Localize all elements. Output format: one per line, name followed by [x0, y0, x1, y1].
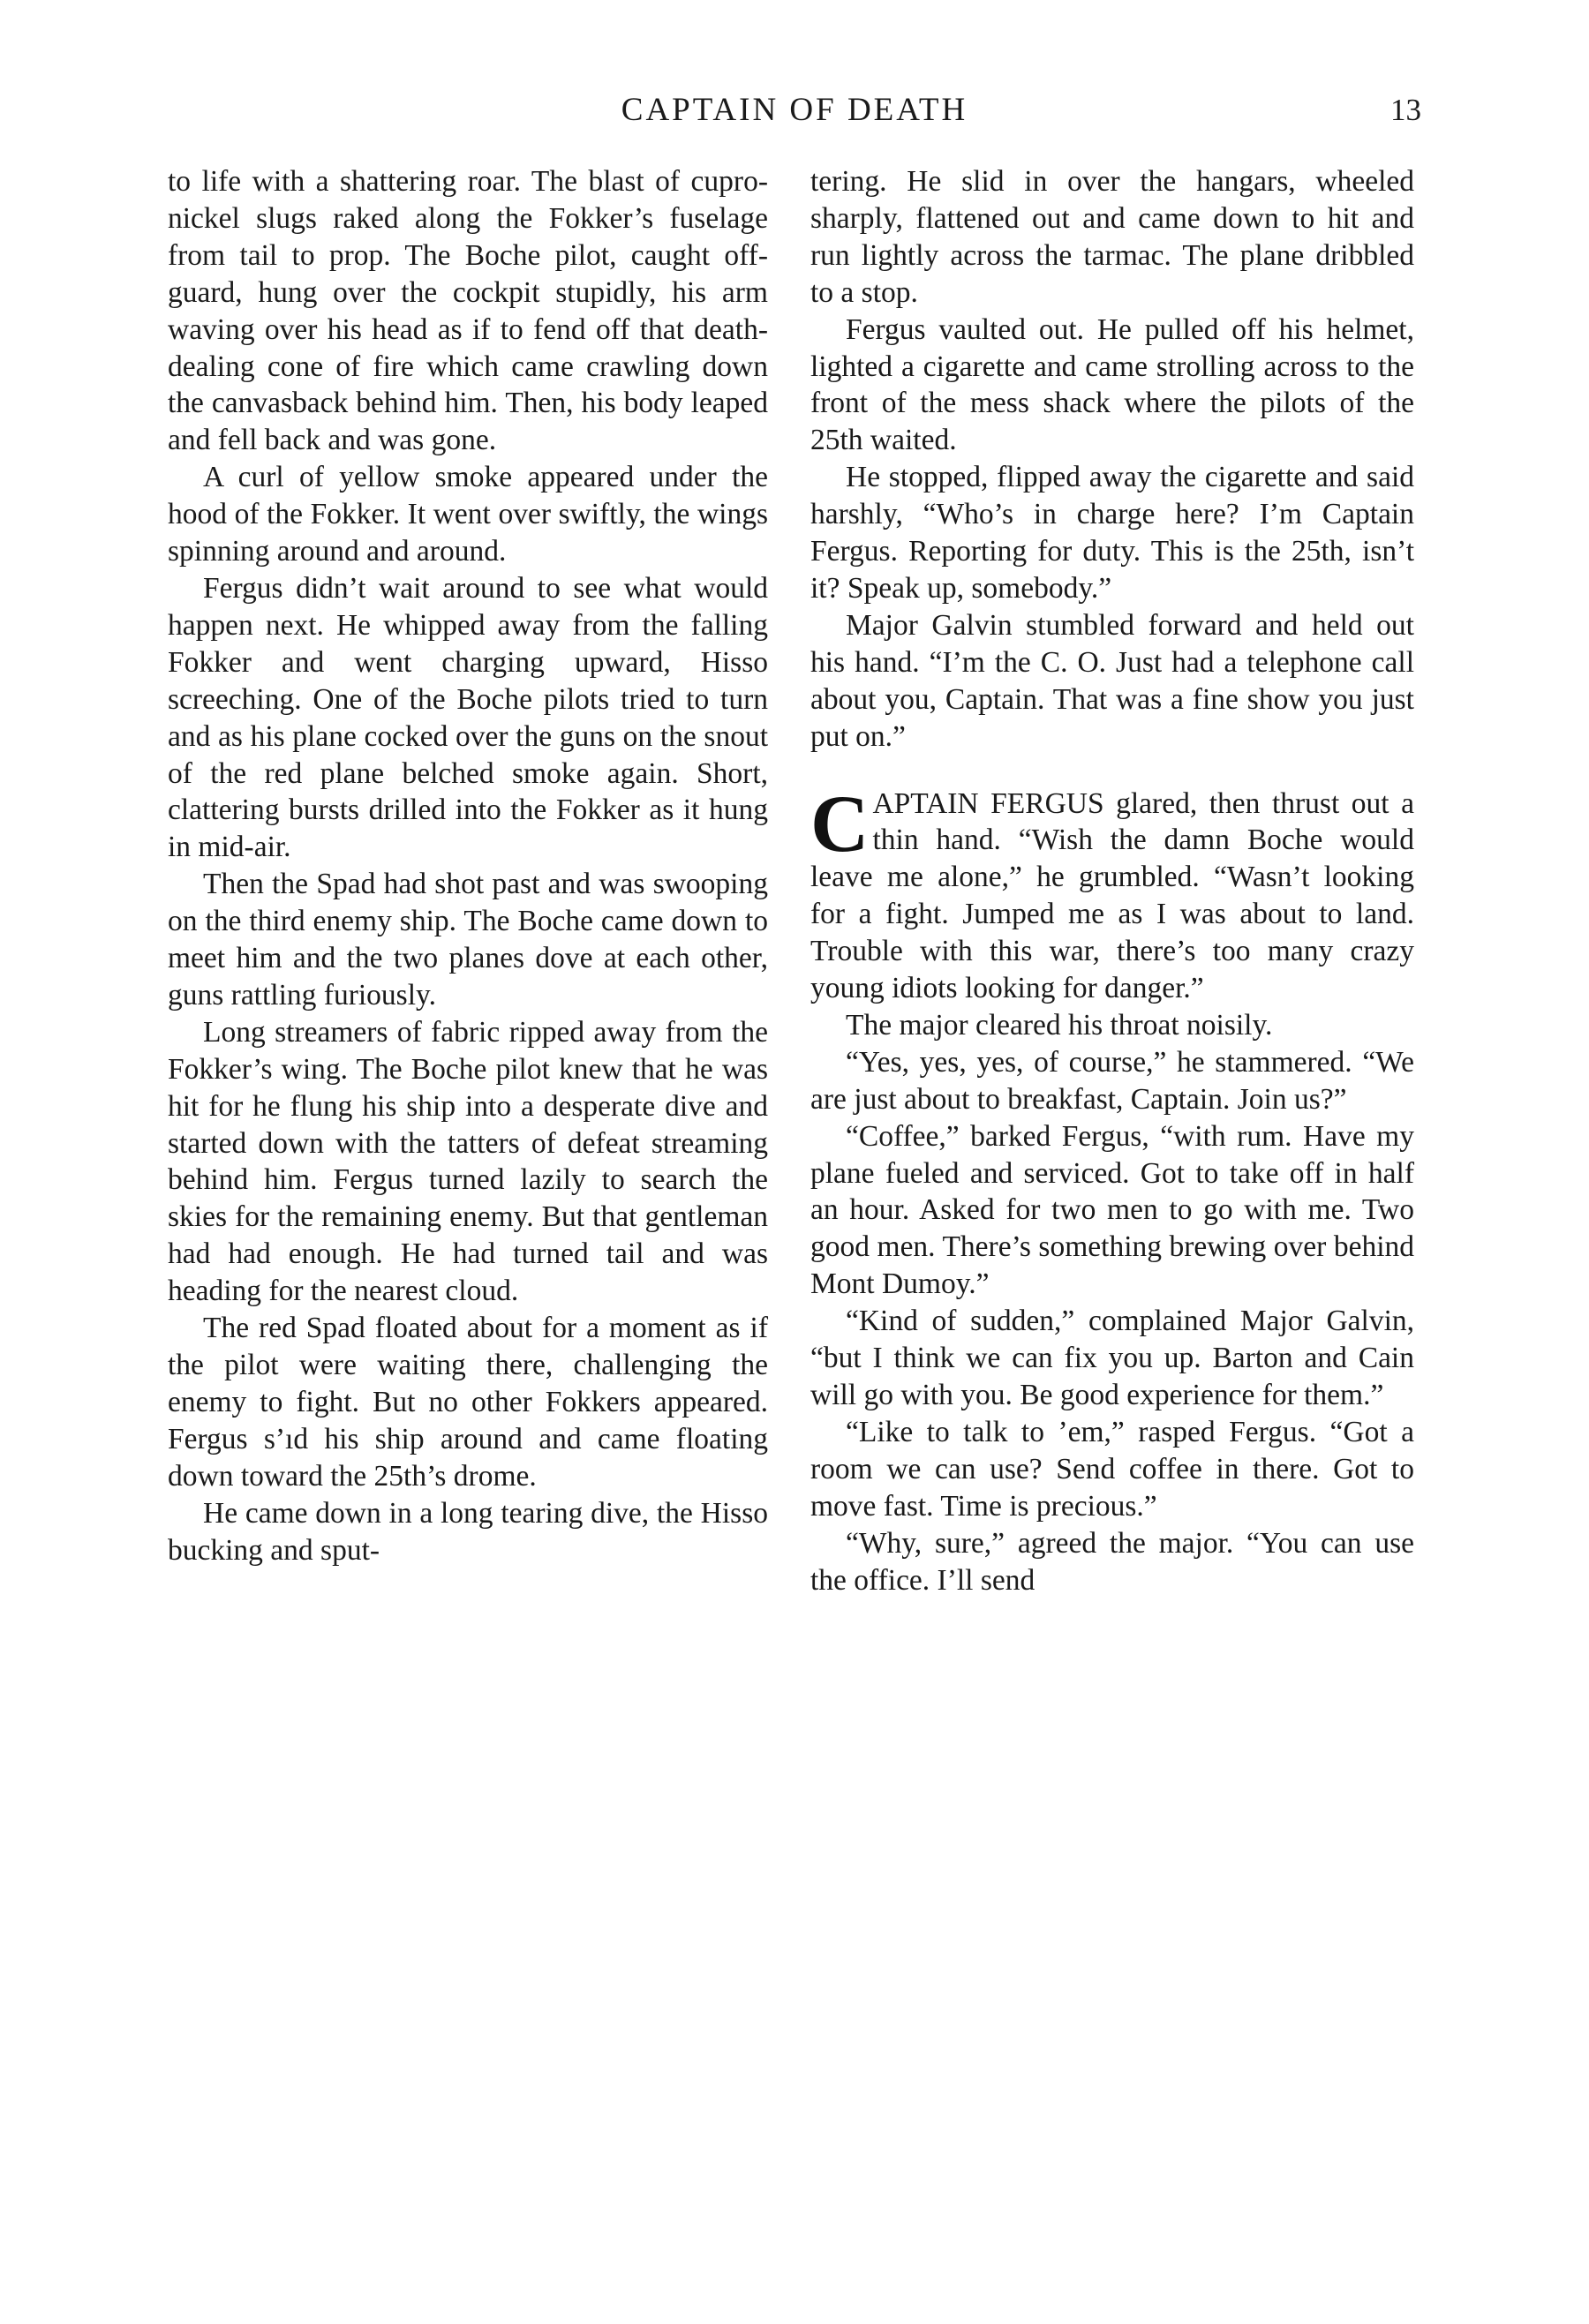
page-number: 13: [1390, 93, 1421, 127]
paragraph: “Like to talk to ’em,” rasped Fergus. “Got a room we can use? Send coffee in there. Got to move fast. Time is precious.”: [810, 1415, 1414, 1523]
paragraph: “Kind of sudden,” complained Major Galvin, “but I think we can fix you up. Barton and Cain will go with you. Be good experience for them.”: [810, 1305, 1414, 1411]
left-column: [168, 163, 768, 1568]
paragraph: to life with a shattering roar. The blast of cupro-nickel slugs raked along the Fokker’s fuselage from tail to prop. The Boche pilot, caught off-guard, hung over the cockpit stupidly, his arm waving over his head as if to fend off that death-dealing cone of fire which came crawling down the canvasback behind him. Then, his body leaped and fell back and was gone.: [168, 165, 768, 457]
section-opening-paragraph: [810, 778, 1414, 1007]
paragraph: The major cleared his throat noisily.: [846, 1008, 1273, 1042]
paragraph: Then the Spad had shot past and was swooping on the third enemy ship. The Boche came down to meet him and the two planes dove at each other, guns rattling furiously.: [168, 868, 768, 1012]
paragraph: Long streamers of fabric ripped away from the Fokker’s wing. The Boche pilot knew that he was hit for he flung his ship into a desperate dive and started down with the tatters of defeat streaming behind him. Fergus turned lazily to search the skies for the remaining enemy. But that gentleman had had enough. He had turned tail and was heading for the nearest cloud.: [168, 1015, 768, 1308]
paragraph: The red Spad floated about for a moment as if the pilot were waiting there, challenging the enemy to fight. But no other Fokkers appeared. Fergus s’ıd his ship around and came floating down toward the 25th’s drome.: [168, 1312, 768, 1493]
paragraph: He stopped, flipped away the cigarette and said harshly, “Who’s in charge here? I’m Captain Fergus. Reporting for duty. This is the 25th, isn’t it? Speak up, somebody.”: [810, 461, 1414, 605]
right-column: [810, 163, 1414, 1598]
paragraph: tering. He slid in over the hangars, wheeled sharply, flattened out and came down to hit and run lightly across the tarmac. The plane dribbled to a stop.: [810, 165, 1414, 309]
paragraph: A curl of yellow smoke appeared under the hood of the Fokker. It went over swiftly, the wings spinning around and around.: [168, 461, 768, 568]
drop-cap-continuation: APTAIN FERGUS glared, then thrust out a thin hand. “Wish the damn Boche would leave me alone,” he grumbled. “Wasn’t looking for a fight. Jumped me as I was about to land. Trouble with this war, there’s too many crazy young idiots looking for danger.”: [810, 786, 1414, 1005]
running-title: CAPTAIN OF DEATH: [621, 92, 968, 128]
paragraph: “Yes, yes, yes, of course,” he stammered. “We are just about to breakfast, Captain. Join us?”: [810, 1045, 1414, 1116]
paragraph: “Why, sure,” agreed the major. “You can use the office. I’ll send: [810, 1526, 1414, 1597]
drop-cap: C: [810, 778, 870, 869]
paragraph: Fergus didn’t wait around to see what would happen next. He whipped away from the falling Fokker and went charging upward, Hisso screeching. One of the Boche pilots tried to turn and as his plane cocked over the guns on the snout of the red plane belched smoke again. Short, clattering bursts drilled into the Fokker as it hung in mid-air.: [168, 571, 768, 864]
paragraph: Fergus vaulted out. He pulled off his helmet, lighted a cigarette and came strolling across to the front of the mess shack where the pilots of the 25th waited.: [810, 312, 1414, 457]
paragraph: He came down in a long tearing dive, the Hisso bucking and sput-: [168, 1496, 768, 1567]
running-header: [168, 88, 1421, 132]
paragraph: Major Galvin stumbled forward and held out his hand. “I’m the C. O. Just had a telephone call about you, Captain. That was a fine show you just put on.”: [810, 608, 1414, 753]
paragraph: “Coffee,” barked Fergus, “with rum. Have my plane fueled and serviced. Got to take off in half an hour. Asked for two men to go with me. Two good men. There’s something brewing over behind Mont Dumoy.”: [810, 1119, 1414, 1301]
